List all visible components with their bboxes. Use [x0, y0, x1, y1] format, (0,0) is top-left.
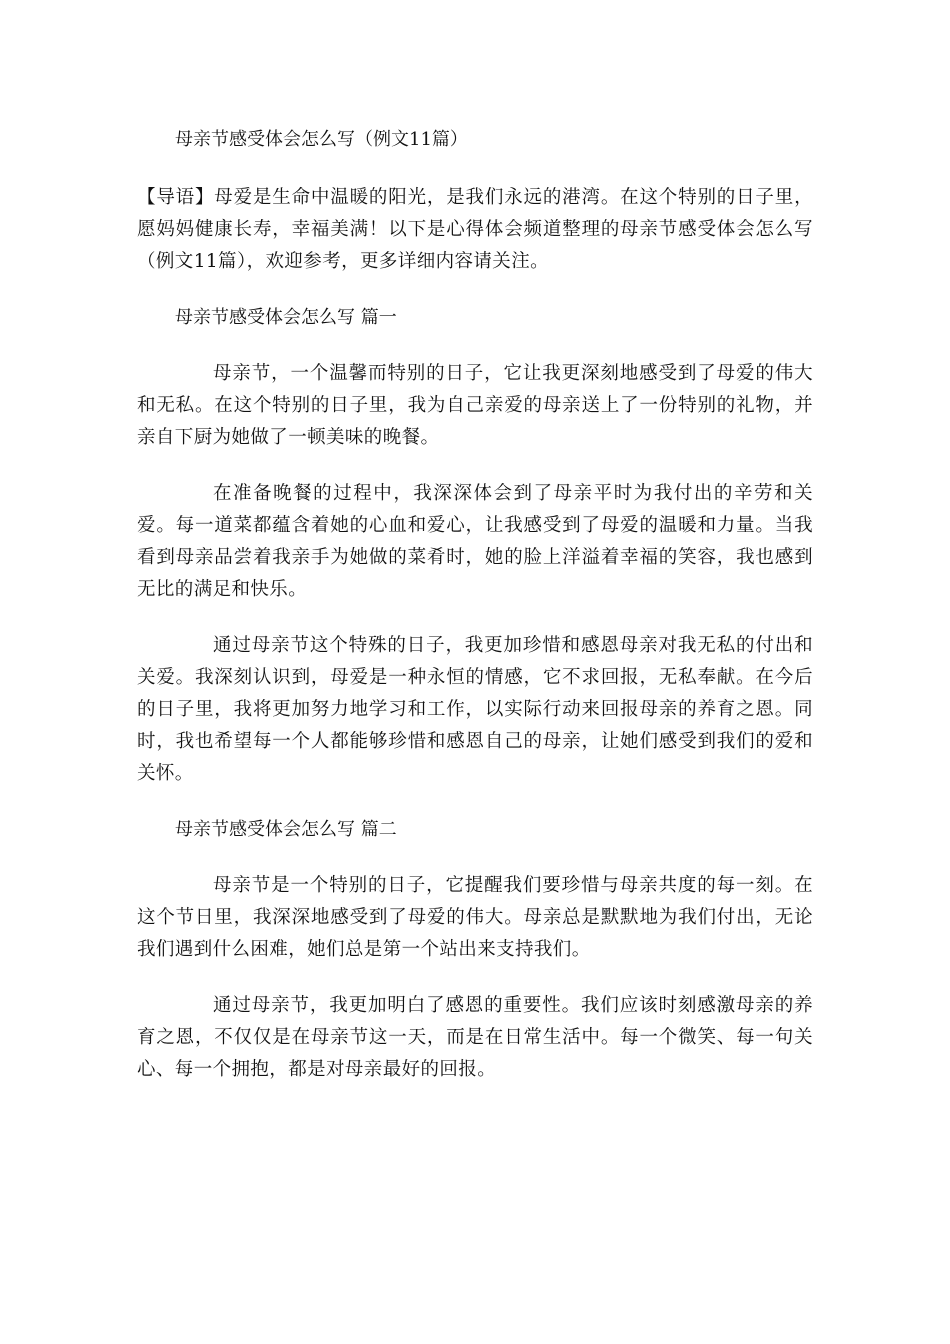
- section-2: [137, 814, 813, 1086]
- body-paragraph: 通过母亲节，我更加明白了感恩的重要性。我们应该时刻感激母亲的养育之恩，不仅仅是在母亲节这一天，而是在日常生活中。每一个微笑、每一句关心、每一个拥抱，都是对母亲最好的回报。: [137, 995, 813, 1080]
- body-paragraph: 母亲节，一个温馨而特别的日子，它让我更深刻地感受到了母爱的伟大和无私。在这个特别的日子里，我为自己亲爱的母亲送上了一份特别的礼物，并亲自下厨为她做了一顿美味的晚餐。: [137, 363, 813, 448]
- body-paragraph: 在准备晚餐的过程中，我深深体会到了母亲平时为我付出的辛劳和关爱。每一道菜都蕴含着她的心血和爱心，让我感受到了母爱的温暖和力量。当我看到母亲品尝着我亲手为她做的菜肴时，她的脸上洋溢着幸福的笑容，我也感到无比的满足和快乐。: [137, 483, 813, 600]
- body-paragraph: 通过母亲节这个特殊的日子，我更加珍惜和感恩母亲对我无私的付出和关爱。我深刻认识到，母爱是一种永恒的情感，它不求回报，无私奉献。在今后的日子里，我将更加努力地学习和工作，以实际行动来回报母亲的养育之恩。同时，我也希望每一个人都能够珍惜和感恩自己的母亲，让她们感受到我们的爱和关怀。: [137, 635, 813, 784]
- document-page: [137, 124, 813, 1110]
- intro-paragraph: 【导语】母爱是生命中温暖的阳光，是我们永远的港湾。在这个特别的日子里，愿妈妈健康长寿，幸福美满！以下是心得体会频道整理的母亲节感受体会怎么写（例文11篇），欢迎参考，更多详细内容请关注。: [137, 187, 813, 272]
- body-paragraph: 母亲节是一个特别的日子，它提醒我们要珍惜与母亲共度的每一刻。在这个节日里，我深深地感受到了母爱的伟大。母亲总是默默地为我们付出，无论我们遇到什么困难，她们总是第一个站出来支持我们。: [137, 875, 813, 960]
- section-heading: 母亲节感受体会怎么写 篇二: [175, 819, 397, 840]
- section-heading: 母亲节感受体会怎么写 篇一: [175, 307, 397, 328]
- document-title: 母亲节感受体会怎么写（例文11篇）: [175, 129, 468, 150]
- section-1: [137, 302, 813, 790]
